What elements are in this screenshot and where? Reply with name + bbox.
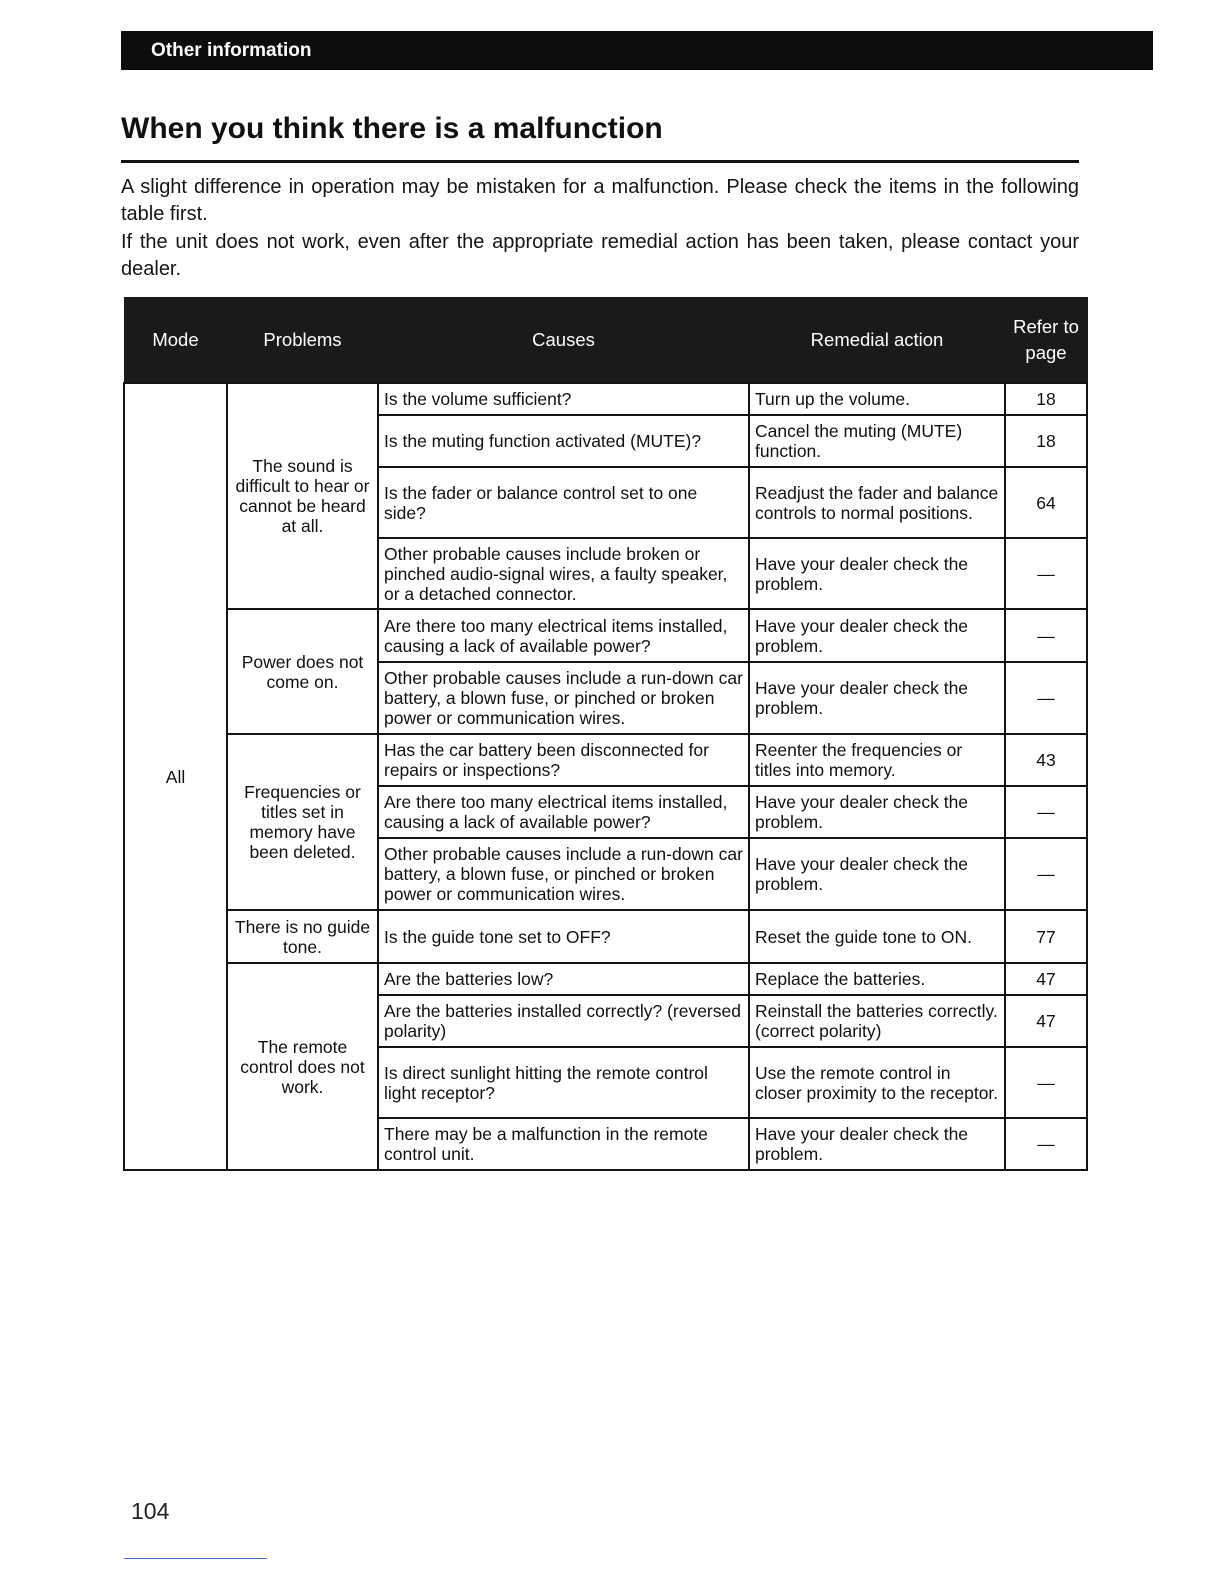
table-row [124,963,1087,995]
remedy-cell: Turn up the volume. [749,383,1005,415]
remedy-cell: Have your dealer check the problem. [749,609,1005,662]
cause-cell: Is the muting function activated (MUTE)? [378,415,749,467]
header-remedial-action: Remedial action [749,298,1005,384]
cause-cell: Is the fader or balance control set to one side? [378,467,749,538]
cause-cell: Are there too many electrical items installed, causing a lack of available power? [378,609,749,662]
problem-cell: There is no guide tone. [227,910,378,963]
cause-cell: Other probable causes include a run-down car battery, a blown fuse, or pinched or broken power or communication wires. [378,838,749,910]
cause-cell: Has the car battery been disconnected for repairs or inspections? [378,734,749,786]
table-header-row [124,298,1087,384]
page-ref-cell: — [1005,609,1087,662]
intro-paragraph-2: If the unit does not work, even after the appropriate remedial action has been taken, please contact your dealer. [121,231,1079,280]
footer-line [124,1558,267,1559]
page-ref-cell: — [1005,662,1087,734]
section-label: Other information [151,40,312,61]
cause-cell: There may be a malfunction in the remote control unit. [378,1118,749,1170]
page-ref-cell: 47 [1005,963,1087,995]
page-ref-cell: 47 [1005,995,1087,1047]
header-refer-to-page [1005,298,1087,384]
cause-cell: Is direct sunlight hitting the remote control light receptor? [378,1047,749,1118]
remedy-cell: Use the remote control in closer proximity to the receptor. [749,1047,1005,1118]
page-ref-cell: — [1005,1047,1087,1118]
page-number: 104 [131,1498,170,1524]
problem-cell: The remote control does not work. [227,963,378,1170]
table-header [124,298,1087,384]
remedy-cell: Readjust the fader and balance controls to normal positions. [749,467,1005,538]
page-ref-cell: 18 [1005,415,1087,467]
header-causes: Causes [378,298,749,384]
cause-cell: Other probable causes include broken or pinched audio-signal wires, a faulty speaker, or a detached connector. [378,538,749,609]
page-ref-cell: 77 [1005,910,1087,963]
table-row [124,910,1087,963]
remedy-cell: Have your dealer check the problem. [749,786,1005,838]
table-body [124,383,1087,1170]
page-ref-cell: — [1005,1118,1087,1170]
page-title: When you think there is a malfunction [121,112,663,145]
table-row [124,734,1087,786]
remedy-cell: Have your dealer check the problem. [749,538,1005,609]
page-ref-cell: 18 [1005,383,1087,415]
cause-cell: Are the batteries installed correctly? (reversed polarity) [378,995,749,1047]
cause-cell: Other probable causes include a run-down car battery, a blown fuse, or pinched or broken power or communication wires. [378,662,749,734]
table-row [124,609,1087,662]
page-ref-cell: — [1005,838,1087,910]
remedy-cell: Cancel the muting (MUTE) function. [749,415,1005,467]
intro-paragraph-1: A slight difference in operation may be mistaken for a malfunction. Please check the items in the following table first. [121,176,1079,225]
remedy-cell: Reenter the frequencies or titles into memory. [749,734,1005,786]
cause-cell: Is the volume sufficient? [378,383,749,415]
cause-cell: Is the guide tone set to OFF? [378,910,749,963]
header-problems: Problems [227,298,378,384]
page-ref-cell: — [1005,786,1087,838]
problem-cell: The sound is difficult to hear or cannot be heard at all. [227,383,378,609]
cause-cell: Are there too many electrical items installed, causing a lack of available power? [378,786,749,838]
remedy-cell: Reset the guide tone to ON. [749,910,1005,963]
page-ref-cell: — [1005,538,1087,609]
header-refer-to-page-label: Refer to page [1013,316,1079,363]
cause-cell: Are the batteries low? [378,963,749,995]
mode-cell: All [124,383,227,1170]
section-header-bar [121,31,1153,70]
remedy-cell: Have your dealer check the problem. [749,1118,1005,1170]
remedy-cell: Have your dealer check the problem. [749,838,1005,910]
header-mode: Mode [124,298,227,384]
table-row [124,383,1087,415]
page-ref-cell: 43 [1005,734,1087,786]
problem-cell: Power does not come on. [227,609,378,734]
troubleshooting-table [123,297,1088,1171]
remedy-cell: Have your dealer check the problem. [749,662,1005,734]
remedy-cell: Reinstall the batteries correctly. (correct polarity) [749,995,1005,1047]
title-divider [121,160,1079,163]
problem-cell: Frequencies or titles set in memory have been deleted. [227,734,378,910]
remedy-cell: Replace the batteries. [749,963,1005,995]
page-ref-cell: 64 [1005,467,1087,538]
